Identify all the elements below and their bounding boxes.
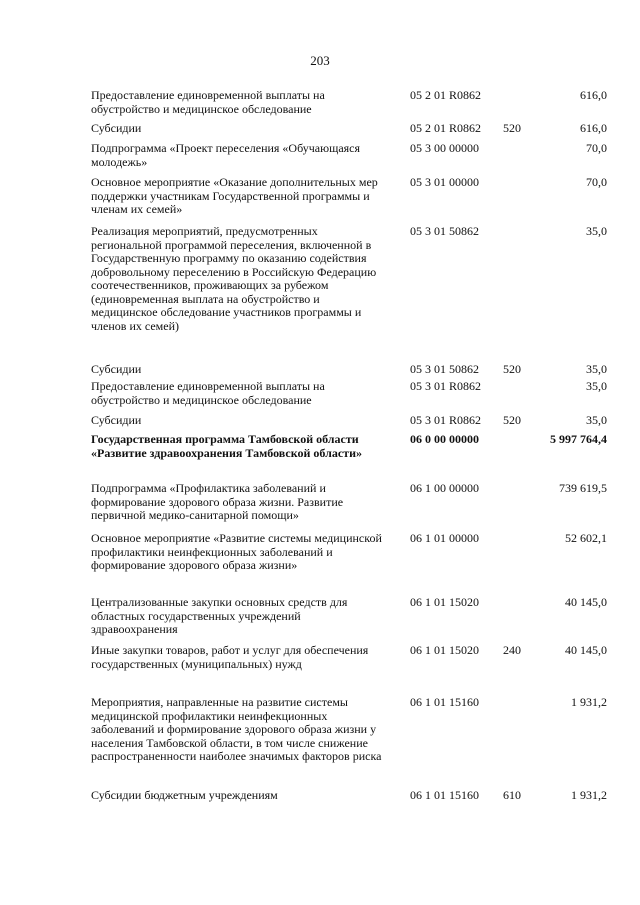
- row-vr: 520: [503, 121, 521, 135]
- row-amount: 616,0: [580, 121, 607, 135]
- row-name: Субсидии: [91, 121, 142, 135]
- row-name: Предоставление единовременной выплаты на обустройство и медицинское обследование: [91, 379, 325, 407]
- row-name: Основное мероприятие «Развитие системы медицинской профилактики неинфекционных заболеваний и формирование здорового образа жизни»: [91, 531, 382, 572]
- row-vr: 520: [503, 413, 521, 427]
- row-code: 06 0 00 00000: [410, 432, 479, 446]
- row-name: Субсидии: [91, 362, 142, 376]
- row-name: Подпрограмма «Профилактика заболеваний и формирование здорового образа жизни. Развитие первичной медико-санитарной помощи»: [91, 481, 344, 522]
- row-code: 05 3 01 R0862: [410, 413, 482, 427]
- row-amount: 739 619,5: [559, 481, 607, 495]
- row-code: 05 2 01 R0862: [410, 88, 482, 102]
- row-name: Субсидии: [91, 413, 142, 427]
- row-amount: 70,0: [586, 175, 607, 189]
- row-name: Основное мероприятие «Оказание дополнительных мер поддержки участникам Государственной программы и членам их семей»: [91, 175, 378, 216]
- row-code: 05 3 01 50862: [410, 362, 479, 376]
- row-vr: 610: [503, 788, 521, 802]
- row-code: 06 1 00 00000: [410, 481, 479, 495]
- row-code: 05 3 01 R0862: [410, 379, 482, 393]
- row-name: Мероприятия, направленные на развитие системы медицинской профилактики неинфекционных заболеваний и формирование здорового образа жизни у населения Тамбовской области, в том числе снижение распространенности наиболее значимых факторов риска: [91, 695, 382, 763]
- row-amount: 70,0: [586, 141, 607, 155]
- row-amount: 40 145,0: [565, 595, 607, 609]
- row-code: 05 2 01 R0862: [410, 121, 482, 135]
- page-number: 203: [310, 53, 330, 68]
- row-amount: 40 145,0: [565, 643, 607, 657]
- row-code: 06 1 01 15160: [410, 695, 479, 709]
- row-code: 06 1 01 15160: [410, 788, 479, 802]
- row-amount: 52 602,1: [565, 531, 607, 545]
- row-name: Субсидии бюджетным учреждениям: [91, 788, 278, 802]
- row-code: 06 1 01 15020: [410, 595, 479, 609]
- row-name: Государственная программа Тамбовской области «Развитие здравоохранения Тамбовской области»: [91, 432, 362, 460]
- row-code: 05 3 01 50862: [410, 224, 479, 238]
- row-name: Предоставление единовременной выплаты на обустройство и медицинское обследование: [91, 88, 325, 116]
- row-amount: 1 931,2: [571, 695, 607, 709]
- row-amount: 35,0: [586, 413, 607, 427]
- row-amount: 35,0: [586, 224, 607, 238]
- row-amount: 1 931,2: [571, 788, 607, 802]
- row-amount: 35,0: [586, 362, 607, 376]
- row-code: 06 1 01 00000: [410, 531, 479, 545]
- row-name: Иные закупки товаров, работ и услуг для обеспечения государственных (муниципальных) нужд: [91, 643, 369, 671]
- row-amount: 616,0: [580, 88, 607, 102]
- row-code: 05 3 00 00000: [410, 141, 479, 155]
- row-vr: 520: [503, 362, 521, 376]
- row-name: Реализация мероприятий, предусмотренных региональной программой переселения, включенной в Государственную программу по оказанию содействия добровольному переселению в Российскую Федерацию соотечественников, проживающих за рубежом (единовременная выплата на обустройство и медицинское обследование участников программы и членов их семей): [91, 224, 377, 333]
- row-code: 05 3 01 00000: [410, 175, 479, 189]
- row-name: Централизованные закупки основных средств для областных государственных учреждений здравоохранения: [91, 595, 348, 636]
- row-amount: 35,0: [586, 379, 607, 393]
- row-code: 06 1 01 15020: [410, 643, 479, 657]
- row-amount: 5 997 764,4: [550, 432, 607, 446]
- row-name: Подпрограмма «Проект переселения «Обучающаяся молодежь»: [91, 141, 361, 169]
- row-vr: 240: [503, 643, 521, 657]
